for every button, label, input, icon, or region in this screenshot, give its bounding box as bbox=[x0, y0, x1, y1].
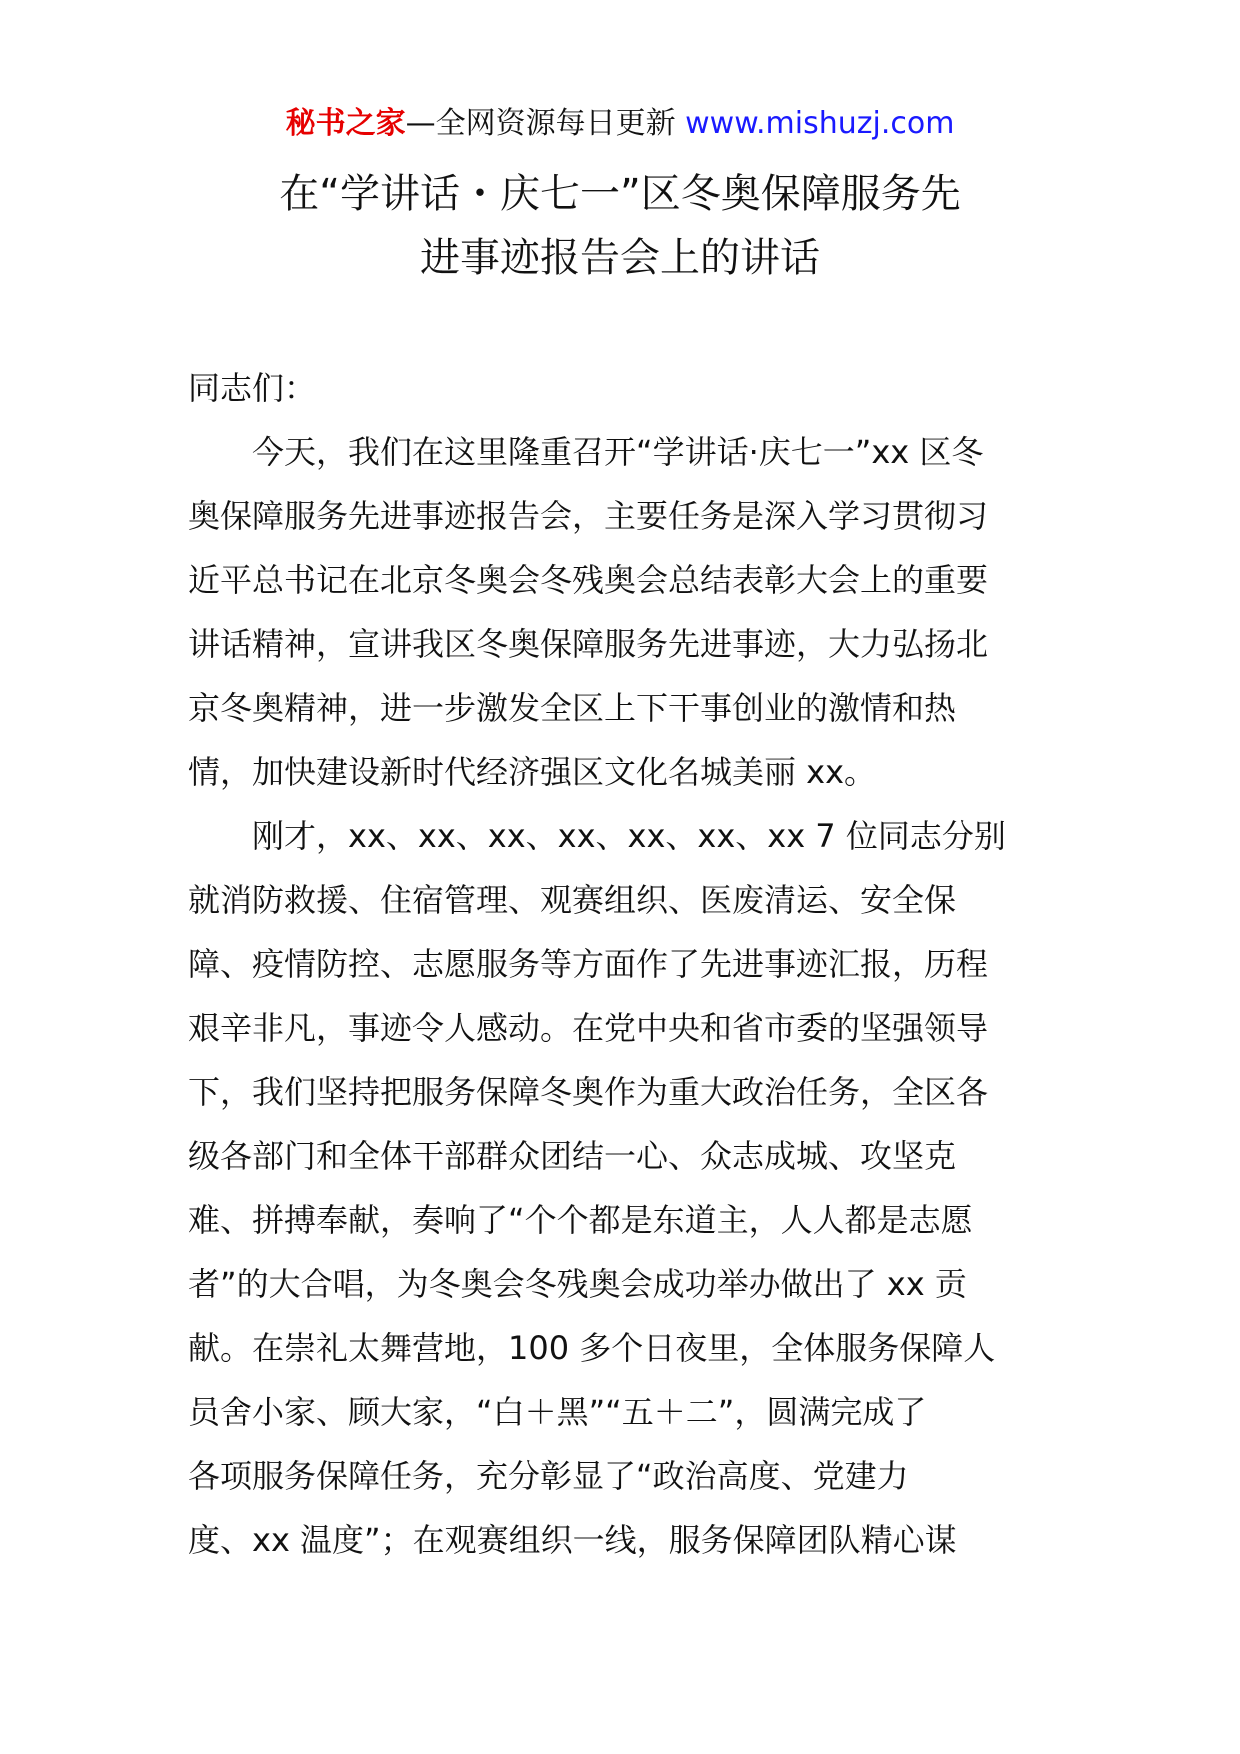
document-body bbox=[188, 356, 1056, 1572]
paragraph-line: 京冬奥精神，进一步激发全区上下干事创业的激情和热 bbox=[188, 689, 957, 727]
document-title bbox=[160, 162, 1080, 290]
paragraph-line: 奥保障服务先进事迹报告会，主要任务是深入学习贯彻习 bbox=[188, 497, 989, 535]
site-brand: 秘书之家 bbox=[285, 106, 406, 141]
title-line-2: 进事迹报告会上的讲话 bbox=[420, 235, 820, 281]
paragraph-line: 度、xx 温度”；在观赛组织一线，服务保障团队精心谋 bbox=[188, 1521, 957, 1559]
paragraph-line: 障、疫情防控、志愿服务等方面作了先进事迹汇报，历程 bbox=[188, 945, 989, 983]
site-header bbox=[0, 104, 1240, 144]
paragraph-line: 艰辛非凡，事迹令人感动。在党中央和省市委的坚强领导 bbox=[188, 1009, 989, 1047]
paragraph-line: 各项服务保障任务，充分彰显了“政治高度、党建力 bbox=[188, 1457, 909, 1495]
paragraph-line: 近平总书记在北京冬奥会冬残奥会总结表彰大会上的重要 bbox=[188, 561, 989, 599]
title-line-1: 在“学讲话・庆七一”区冬奥保障服务先 bbox=[279, 171, 961, 217]
site-slogan: —全网资源每日更新 bbox=[405, 106, 686, 141]
paragraph-line: 难、拼搏奉献，奏响了“个个都是东道主，人人都是志愿 bbox=[188, 1201, 973, 1239]
paragraph-1 bbox=[188, 420, 1056, 804]
paragraph-2 bbox=[188, 804, 1056, 1572]
paragraph-line: 者”的大合唱，为冬奥会冬残奥会成功举办做出了 xx 贡 bbox=[188, 1265, 967, 1303]
paragraph-line: 就消防救援、住宿管理、观赛组织、医废清运、安全保 bbox=[188, 881, 957, 919]
paragraph-line: 级各部门和全体干部群众团结一心、众志成城、攻坚克 bbox=[188, 1137, 957, 1175]
paragraph-line: 献。在崇礼太舞营地，100 多个日夜里，全体服务保障人 bbox=[188, 1329, 996, 1367]
greeting: 同志们： bbox=[188, 369, 317, 407]
paragraph-line: 情，加快建设新时代经济强区文化名城美丽 xx。 bbox=[188, 753, 877, 791]
paragraph-line: 讲话精神，宣讲我区冬奥保障服务先进事迹，大力弘扬北 bbox=[188, 625, 989, 663]
paragraph-line: 刚才，xx、xx、xx、xx、xx、xx、xx 7 位同志分别 bbox=[252, 817, 1006, 855]
paragraph-line: 今天，我们在这里隆重召开“学讲话·庆七一”xx 区冬 bbox=[252, 433, 984, 471]
site-url-link[interactable]: www.mishuzj.com bbox=[685, 106, 955, 141]
paragraph-line: 员舍小家、顾大家，“白＋黑”“五＋二”，圆满完成了 bbox=[188, 1393, 927, 1431]
paragraph-line: 下，我们坚持把服务保障冬奥作为重大政治任务，全区各 bbox=[188, 1073, 989, 1111]
